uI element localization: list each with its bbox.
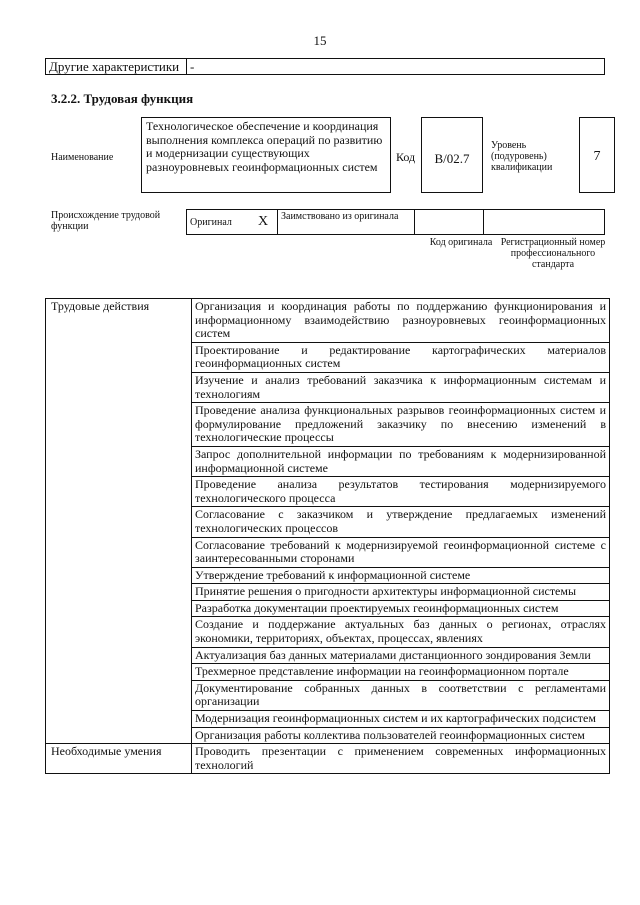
borrowed-label: Заимствовано из оригинала: [278, 210, 415, 235]
labor-action-item: Принятие решения о пригодности архитектуры информационной системы: [192, 584, 610, 601]
original-mark: X: [249, 210, 278, 235]
origin-code-cell: [415, 210, 484, 235]
code-label: Код: [396, 150, 416, 164]
labor-action-item: Запрос дополнительной информации по требованиям к модернизированной информационной системе: [192, 446, 610, 476]
labor-action-item: Трехмерное представление информации на геоинформационном портале: [192, 664, 610, 681]
function-name-box: Технологическое обеспечение и координация выполнения комплекса операций по развитию и модернизации существующих разноуровневых геоинформационных систем: [141, 117, 391, 193]
other-characteristics-table: [45, 58, 605, 75]
table-row: [46, 299, 610, 343]
table-row: [46, 744, 610, 774]
labor-action-item: Проведение анализа функциональных разрывов геоинформационных систем и формулирование предложений заказчику по внесению изменений в технологические процессы: [192, 403, 610, 447]
qualification-level-label: Уровень (подуровень) квалификации: [491, 140, 553, 173]
qualification-level-box: 7: [579, 117, 615, 193]
labor-action-item: Проведение анализа результатов тестирования модернизируемого технологического процесса: [192, 477, 610, 507]
function-code-box: B/02.7: [421, 117, 483, 193]
section-title: 3.2.2. Трудовая функция: [51, 91, 194, 106]
labor-actions-label: Трудовые действия: [46, 299, 192, 744]
origin-code-caption: Код оригинала: [429, 237, 493, 248]
original-label: Оригинал: [187, 210, 250, 235]
labor-action-item: Организация работы коллектива пользователей геоинформационных систем: [192, 727, 610, 744]
labor-action-item: Согласование с заказчиком и утверждение предлагаемых изменений технологических процессов: [192, 507, 610, 537]
other-characteristics-value: -: [187, 59, 605, 75]
labor-action-item: Утверждение требований к информационной системе: [192, 567, 610, 584]
origin-table: [186, 209, 605, 235]
page-number: 15: [313, 33, 327, 48]
other-characteristics-label: Другие характеристики: [46, 59, 187, 75]
labor-action-item: Модернизация геоинформационных систем и их картографических подсистем: [192, 711, 610, 728]
skill-item: Проводить презентации с применением современных информационных технологий: [192, 744, 610, 774]
labor-action-item: Создание и поддержание актуальных баз данных о регионах, отраслях экономики, территориях, объектах, процессах, явлениях: [192, 617, 610, 647]
labor-action-item: Разработка документации проектируемых геоинформационных систем: [192, 600, 610, 617]
origin-reg-caption: Регистрационный номер профессионального стандарта: [500, 237, 606, 270]
labor-action-item: Изучение и анализ требований заказчика к информационным системам и технологиям: [192, 372, 610, 402]
labor-action-item: Организация и координация работы по поддержанию функционирования и информационному взаимодействию разноуровневых геоинформационных систем: [192, 299, 610, 343]
name-label: Наименование: [51, 152, 114, 163]
skills-label: Необходимые умения: [46, 744, 192, 774]
labor-function-table: [45, 298, 610, 774]
labor-action-item: Согласование требований к модернизируемой геоинформационной системе с заинтересованными сторонами: [192, 537, 610, 567]
labor-action-item: Проектирование и редактирование картографических материалов геоинформационных систем: [192, 342, 610, 372]
origin-reg-number-cell: [484, 210, 605, 235]
labor-action-item: Документирование собранных данных в соответствии с регламентами организации: [192, 680, 610, 710]
labor-action-item: Актуализация баз данных материалами дистанционного зондирования Земли: [192, 647, 610, 664]
origin-label: Происхождение трудовой функции: [51, 210, 161, 232]
